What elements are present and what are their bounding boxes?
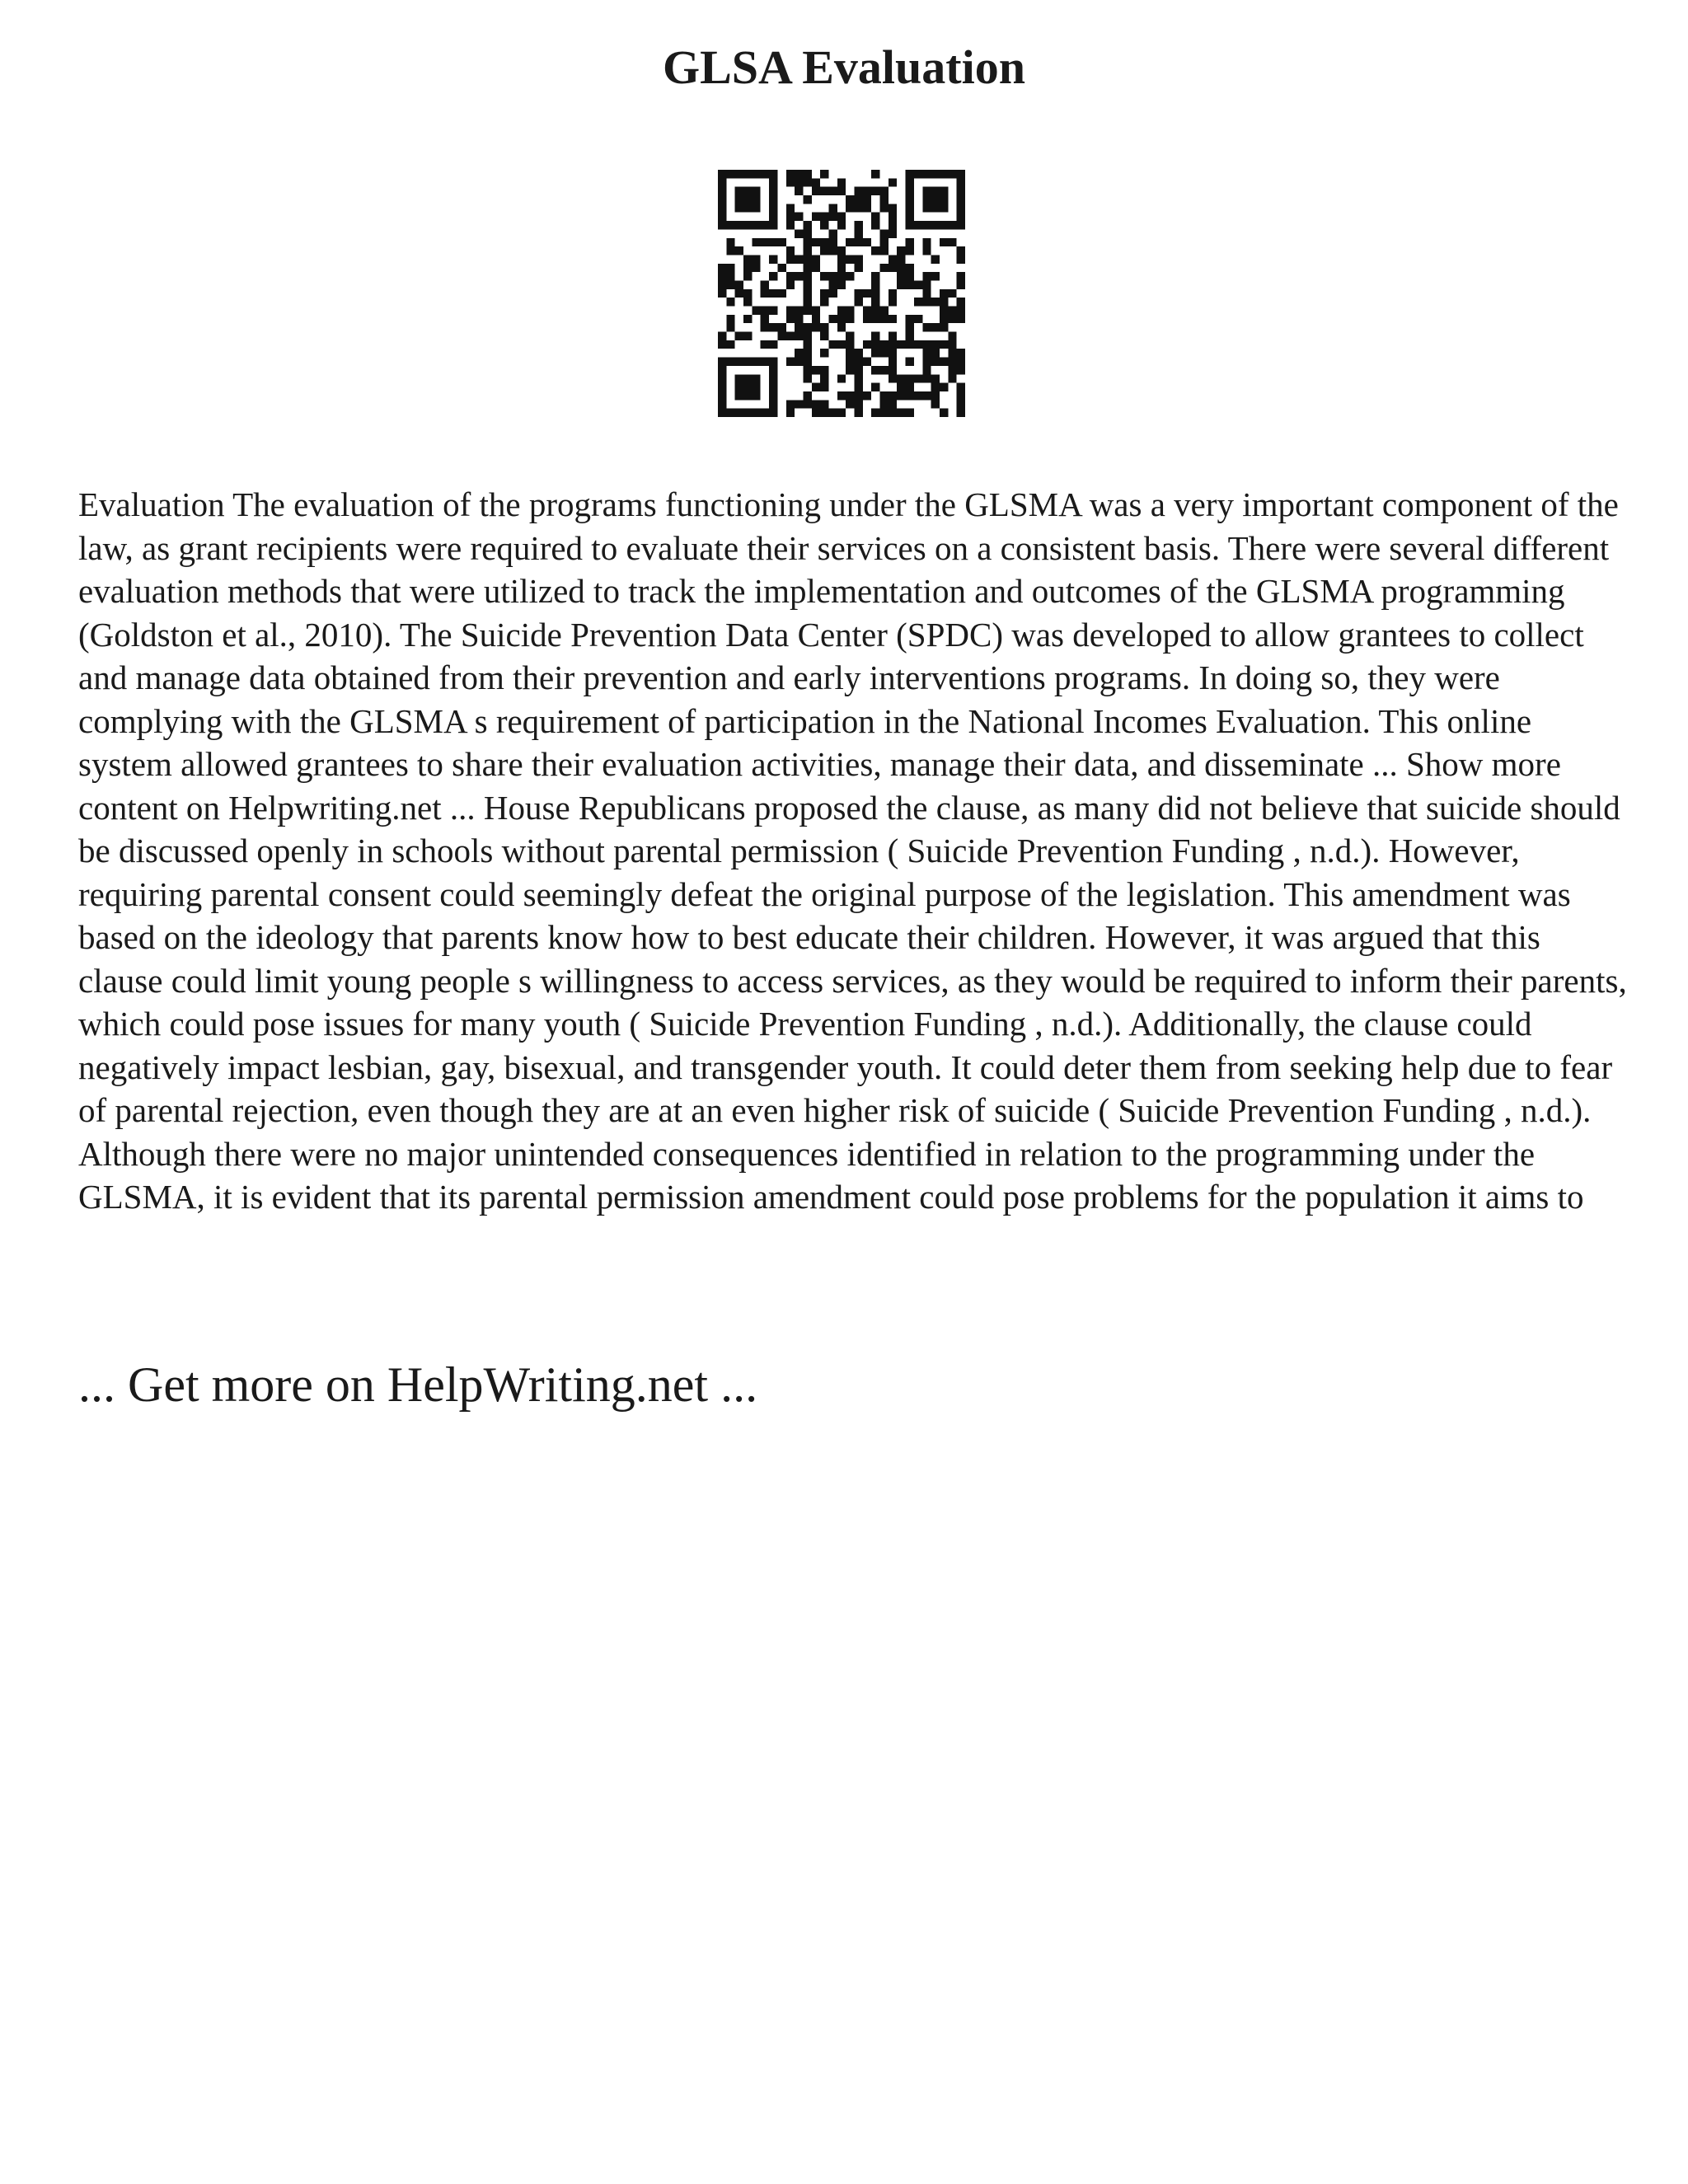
qr-code-icon bbox=[718, 170, 965, 417]
document-title: GLSA Evaluation bbox=[663, 40, 1025, 94]
body-paragraph: Evaluation The evaluation of the programs functioning under the GLSMA was a very important component of the law, as grant recipients were required to evaluate their services on a consistent basis. There were several different evaluation methods that were utilized to track the implementation and outcomes of the GLSMA programming (Goldston et al., 2010). The Suicide Prevention Data Center (SPDC) was developed to allow grantees to collect and manage data obtained from their prevention and early interventions programs. In doing so, they were complying with the GLSMA s requirement of participation in the National Incomes Evaluation. This online system allowed grantees to share their evaluation activities, manage their data, and disseminate ... Show more content on Helpwriting.net ... House Republicans proposed the clause, as many did not believe that suicide should be discussed openly in schools without parental permission ( Suicide Prevention Funding , n.d.). However, requiring parental consent could seemingly defeat the original purpose of the legislation. This amendment was based on the ideology that parents know how to best educate their children. However, it was argued that this clause could limit young people s willingness to access services, as they would be required to inform their parents, which could pose issues for many youth ( Suicide Prevention Funding , n.d.). Additionally, the clause could negatively impact lesbian, gay, bisexual, and transgender youth. It could deter them from seeking help due to fear of parental rejection, even though they are at an even higher risk of suicide ( Suicide Prevention Funding , n.d.). Although there were no major unintended consequences identified in relation to the programming under the GLSMA, it is evident that its parental permission amendment could pose problems for the population it aims to bbox=[78, 485, 1627, 1216]
get-more-link[interactable]: ... Get more on HelpWriting.net ... bbox=[78, 1357, 758, 1412]
